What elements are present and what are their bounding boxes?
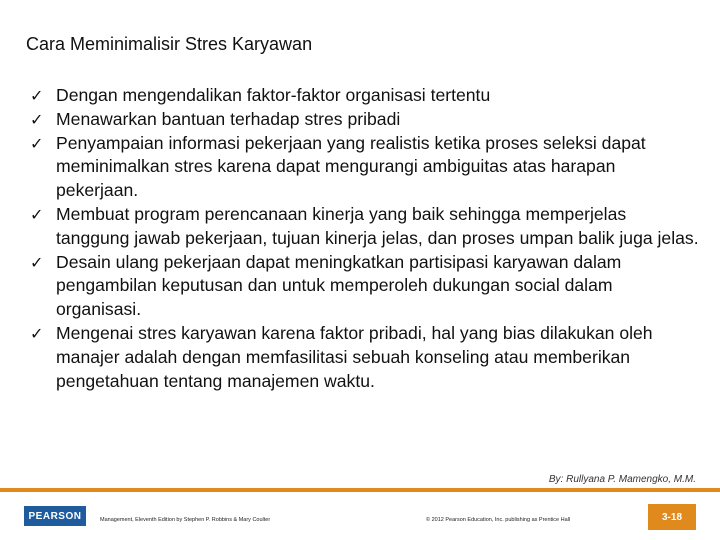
- checkmark-icon: ✓: [30, 109, 44, 129]
- checkmark-icon: ✓: [30, 252, 44, 272]
- bullet-text: Dengan mengendalikan faktor-faktor organisasi tertentu: [56, 85, 491, 105]
- pearson-logo: PEARSON: [24, 506, 86, 526]
- bullet-text: Desain ulang pekerjaan dapat meningkatkan partisipasi karyawan dalam pengambilan keputusan dan untuk memperoleh dukungan social dalam organisasi.: [56, 251, 622, 320]
- page-number-badge: 3-18: [648, 504, 696, 530]
- checkmark-icon: ✓: [30, 133, 44, 153]
- slide-title: Cara Meminimalisir Stres Karyawan: [26, 34, 313, 54]
- bullet-text: Menawarkan bantuan terhadap stres pribadi: [56, 108, 401, 129]
- checkmark-icon: ✓: [30, 204, 44, 224]
- checkmark-icon: ✓: [30, 86, 44, 105]
- bullet-list: [30, 84, 700, 393]
- list-item: [30, 203, 700, 251]
- bullet-text: Penyampaian informasi pekerjaan yang realistis ketika proses seleksi dapat meminimalkan stres karena dapat mengurangi ambiguitas atas harapan pekerjaan.: [56, 132, 646, 201]
- bullet-text: Mengenai stres karyawan karena faktor pribadi, hal yang bias dilakukan oleh manajer adalah dengan memfasilitasi sebuah konseling atau memberikan pengetahuan tentang manajemen waktu.: [56, 322, 653, 391]
- list-item: [30, 132, 700, 203]
- checkmark-icon: ✓: [30, 323, 44, 343]
- list-item: [30, 84, 700, 108]
- list-item: [30, 108, 700, 132]
- copyright-notice: © 2012 Pearson Education, Inc. publishing as Prentice Hall: [426, 517, 571, 523]
- bullet-text: Membuat program perencanaan kinerja yang baik sehingga memperjelas tanggung jawab pekerjaan, tujuan kinerja jelas, dan proses umpan balik juga jelas.: [56, 203, 699, 248]
- book-credit: Management, Eleventh Edition by Stephen P. Robbins & Mary Coulter: [100, 517, 271, 523]
- slide-footer: [0, 492, 720, 540]
- list-item: [30, 251, 700, 322]
- author-byline: By: Rullyana P. Mamengko, M.M.: [548, 474, 696, 485]
- list-item: [30, 322, 700, 393]
